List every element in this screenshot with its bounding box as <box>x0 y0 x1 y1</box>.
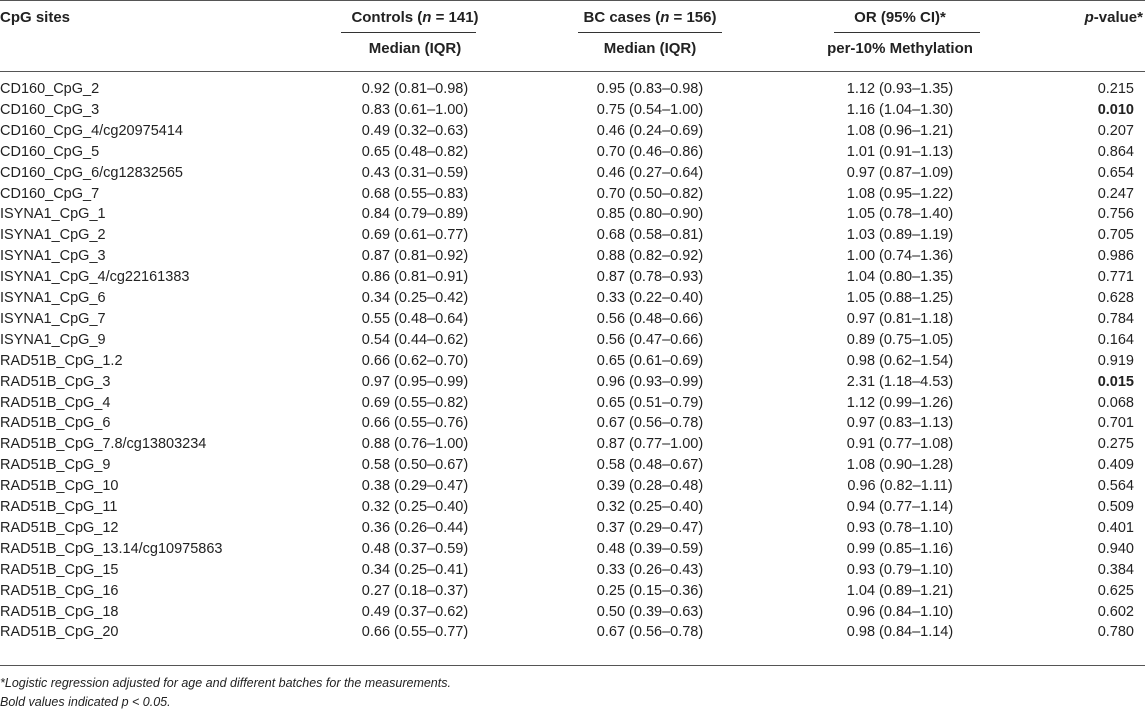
cell-controls-median: 0.48 (0.37–0.59) <box>361 540 469 557</box>
table-row <box>0 413 1145 434</box>
header-controls-n: n <box>422 9 432 26</box>
cell-cpg-site: RAD51B_CpG_6 <box>0 415 111 432</box>
cell-odds-ratio: 0.91 (0.77–1.08) <box>846 436 954 453</box>
cell-cases-median: 0.56 (0.48–0.66) <box>596 310 704 327</box>
table-row <box>0 204 1145 225</box>
table-row <box>0 622 1145 643</box>
cell-p-value: 0.701 <box>1097 415 1134 432</box>
cell-p-value: 0.654 <box>1097 164 1134 181</box>
cell-odds-ratio: 0.93 (0.78–1.10) <box>846 519 954 536</box>
cell-controls-median: 0.55 (0.48–0.64) <box>361 310 469 327</box>
table-row <box>0 351 1145 372</box>
cell-cpg-site: RAD51B_CpG_18 <box>0 603 119 620</box>
cell-cases-median: 0.88 (0.82–0.92) <box>596 248 704 265</box>
cell-p-value: 0.068 <box>1097 394 1134 411</box>
cell-cases-median: 0.39 (0.28–0.48) <box>596 478 704 495</box>
header-cases-n: n <box>660 9 670 26</box>
table-row <box>0 476 1145 497</box>
cell-odds-ratio: 1.04 (0.89–1.21) <box>846 582 954 599</box>
table-row <box>0 518 1145 539</box>
cell-odds-ratio: 1.03 (0.89–1.19) <box>846 227 954 244</box>
cell-odds-ratio: 1.05 (0.88–1.25) <box>846 290 954 306</box>
table-bottom-rule <box>0 665 1145 666</box>
table-row <box>0 163 1145 184</box>
table-row <box>0 560 1145 581</box>
table-row <box>0 393 1145 414</box>
cell-cases-median: 0.32 (0.25–0.40) <box>596 499 704 515</box>
cell-cpg-site: CD160_CpG_4/cg20975414 <box>0 122 183 139</box>
cell-controls-median: 0.84 (0.79–0.89) <box>361 206 469 223</box>
header-p-value <box>1085 9 1143 26</box>
table-top-rule <box>0 0 1145 1</box>
cell-odds-ratio: 0.99 (0.85–1.16) <box>846 540 954 557</box>
cell-p-value: 0.864 <box>1097 143 1134 160</box>
cell-odds-ratio: 1.04 (0.80–1.35) <box>846 269 954 286</box>
header-cases <box>520 9 780 26</box>
cell-odds-ratio: 0.94 (0.77–1.14) <box>846 499 954 515</box>
cell-p-value: 0.986 <box>1097 248 1134 265</box>
cell-p-value: 0.164 <box>1097 331 1134 348</box>
cases-underline <box>578 32 722 33</box>
cell-cpg-site: CD160_CpG_6/cg12832565 <box>0 164 183 181</box>
table-row <box>0 309 1145 330</box>
cell-p-value: 0.564 <box>1097 478 1134 495</box>
cell-odds-ratio: 1.16 (1.04–1.30) <box>846 101 954 118</box>
cell-cases-median: 0.87 (0.77–1.00) <box>596 436 704 453</box>
cell-cpg-site: CD160_CpG_7 <box>0 185 100 202</box>
cell-controls-median: 0.97 (0.95–0.99) <box>361 373 469 390</box>
cell-cases-median: 0.65 (0.51–0.79) <box>596 394 704 411</box>
cell-odds-ratio: 1.08 (0.90–1.28) <box>846 457 954 474</box>
cell-cpg-site: ISYNA1_CpG_3 <box>0 248 106 265</box>
cell-cpg-site: RAD51B_CpG_4 <box>0 394 111 411</box>
table-row <box>0 372 1145 393</box>
table-row <box>0 539 1145 560</box>
header-controls-label: Controls ( <box>351 9 423 26</box>
table-row <box>0 121 1145 142</box>
table-row <box>0 602 1145 623</box>
header-controls <box>300 9 530 26</box>
cell-controls-median: 0.87 (0.81–0.92) <box>361 248 469 265</box>
table-row <box>0 246 1145 267</box>
cell-cases-median: 0.50 (0.39–0.63) <box>596 603 704 620</box>
cell-cases-median: 0.48 (0.39–0.59) <box>596 540 704 557</box>
cell-p-value: 0.215 <box>1097 81 1134 97</box>
cell-odds-ratio: 0.98 (0.62–1.54) <box>846 352 954 369</box>
cell-cases-median: 0.85 (0.80–0.90) <box>596 206 704 223</box>
cell-odds-ratio: 1.05 (0.78–1.40) <box>846 206 954 223</box>
cell-odds-ratio: 1.12 (0.99–1.26) <box>846 394 954 411</box>
cell-controls-median: 0.86 (0.81–0.91) <box>361 269 469 286</box>
header-p-italic: p <box>1084 9 1094 26</box>
header-or: OR (95% CI)* <box>854 9 946 26</box>
cell-odds-ratio: 1.08 (0.96–1.21) <box>846 122 954 139</box>
cell-p-value: 0.602 <box>1097 603 1134 620</box>
cell-cases-median: 0.96 (0.93–0.99) <box>596 373 704 390</box>
cell-p-value: 0.509 <box>1097 499 1134 515</box>
table-row <box>0 225 1145 246</box>
cell-controls-median: 0.54 (0.44–0.62) <box>361 331 469 348</box>
header-cpg-sites: CpG sites <box>0 9 71 26</box>
cell-controls-median: 0.66 (0.55–0.77) <box>361 624 469 641</box>
cell-cases-median: 0.56 (0.47–0.66) <box>596 331 704 348</box>
cell-cpg-site: ISYNA1_CpG_7 <box>0 310 106 327</box>
footnote-bold: Bold values indicated p < 0.05. <box>0 695 171 709</box>
cell-cases-median: 0.67 (0.56–0.78) <box>596 624 704 641</box>
cell-cases-median: 0.46 (0.24–0.69) <box>596 122 704 139</box>
cell-odds-ratio: 1.12 (0.93–1.35) <box>846 81 954 97</box>
cell-cases-median: 0.68 (0.58–0.81) <box>596 227 704 244</box>
header-cases-label: BC cases ( <box>583 9 661 26</box>
cell-p-value: 0.784 <box>1097 310 1134 327</box>
cell-cases-median: 0.95 (0.83–0.98) <box>596 81 704 97</box>
cell-cases-median: 0.58 (0.48–0.67) <box>596 457 704 474</box>
cell-odds-ratio: 0.97 (0.87–1.09) <box>846 164 954 181</box>
cell-controls-median: 0.49 (0.37–0.62) <box>361 603 469 620</box>
cell-cpg-site: CD160_CpG_5 <box>0 143 100 160</box>
cell-odds-ratio: 1.01 (0.91–1.13) <box>846 143 954 160</box>
cell-p-value: 0.919 <box>1097 352 1134 369</box>
cell-p-value: 0.247 <box>1097 185 1134 202</box>
cell-controls-median: 0.69 (0.55–0.82) <box>361 394 469 411</box>
cell-p-value: 0.015 <box>1097 373 1134 390</box>
subheader-controls: Median (IQR) <box>368 40 462 57</box>
cell-odds-ratio: 0.98 (0.84–1.14) <box>846 624 954 641</box>
table-row <box>0 434 1145 455</box>
cell-controls-median: 0.65 (0.48–0.82) <box>361 143 469 160</box>
cell-p-value: 0.384 <box>1097 561 1134 578</box>
cell-controls-median: 0.43 (0.31–0.59) <box>361 164 469 181</box>
cell-controls-median: 0.34 (0.25–0.41) <box>361 561 469 578</box>
cell-p-value: 0.780 <box>1097 624 1134 641</box>
cell-controls-median: 0.36 (0.26–0.44) <box>361 519 469 536</box>
header-bottom-rule <box>0 71 1145 72</box>
cell-cases-median: 0.70 (0.50–0.82) <box>596 185 704 202</box>
cell-controls-median: 0.58 (0.50–0.67) <box>361 457 469 474</box>
cell-p-value: 0.010 <box>1097 101 1134 118</box>
cell-controls-median: 0.34 (0.25–0.42) <box>361 290 469 306</box>
table-row <box>0 79 1145 100</box>
cell-cpg-site: ISYNA1_CpG_9 <box>0 331 106 348</box>
table-row <box>0 142 1145 163</box>
cell-cpg-site: CD160_CpG_2 <box>0 81 100 97</box>
cell-cpg-site: RAD51B_CpG_20 <box>0 624 119 641</box>
table-row <box>0 100 1145 121</box>
cell-p-value: 0.940 <box>1097 540 1134 557</box>
cell-cpg-site: ISYNA1_CpG_6 <box>0 290 106 306</box>
cell-cpg-site: RAD51B_CpG_13.14/cg10975863 <box>0 540 223 557</box>
subheader-or: per-10% Methylation <box>827 40 973 57</box>
cell-cpg-site: RAD51B_CpG_10 <box>0 478 119 495</box>
cell-cpg-site: RAD51B_CpG_16 <box>0 582 119 599</box>
cell-controls-median: 0.69 (0.61–0.77) <box>361 227 469 244</box>
cell-cpg-site: RAD51B_CpG_1.2 <box>0 352 123 369</box>
cell-cases-median: 0.46 (0.27–0.64) <box>596 164 704 181</box>
cell-cpg-site: RAD51B_CpG_3 <box>0 373 111 390</box>
cell-cases-median: 0.70 (0.46–0.86) <box>596 143 704 160</box>
cell-controls-median: 0.68 (0.55–0.83) <box>361 185 469 202</box>
cell-p-value: 0.207 <box>1097 122 1134 139</box>
cell-odds-ratio: 0.93 (0.79–1.10) <box>846 561 954 578</box>
cell-p-value: 0.409 <box>1097 457 1134 474</box>
cell-cases-median: 0.87 (0.78–0.93) <box>596 269 704 286</box>
cell-controls-median: 0.66 (0.55–0.76) <box>361 415 469 432</box>
table-row <box>0 184 1145 205</box>
cell-cpg-site: RAD51B_CpG_9 <box>0 457 111 474</box>
table-row <box>0 455 1145 476</box>
cell-cpg-site: ISYNA1_CpG_1 <box>0 206 106 223</box>
cell-cpg-site: ISYNA1_CpG_4/cg22161383 <box>0 269 190 286</box>
cell-p-value: 0.625 <box>1097 582 1134 599</box>
or-underline <box>834 32 980 33</box>
cell-cases-median: 0.75 (0.54–1.00) <box>596 101 704 118</box>
cell-odds-ratio: 0.97 (0.81–1.18) <box>846 310 954 327</box>
cell-controls-median: 0.49 (0.32–0.63) <box>361 122 469 139</box>
cell-controls-median: 0.88 (0.76–1.00) <box>361 436 469 453</box>
cell-controls-median: 0.66 (0.62–0.70) <box>361 352 469 369</box>
cell-controls-median: 0.32 (0.25–0.40) <box>361 499 469 515</box>
cell-odds-ratio: 0.96 (0.82–1.11) <box>847 478 953 495</box>
cell-p-value: 0.771 <box>1097 269 1134 286</box>
table-row <box>0 267 1145 288</box>
header-controls-count: = 141) <box>431 9 479 26</box>
cell-p-value: 0.756 <box>1097 206 1134 223</box>
cell-cases-median: 0.65 (0.61–0.69) <box>596 352 704 369</box>
cell-p-value: 0.275 <box>1097 436 1134 453</box>
cell-odds-ratio: 0.89 (0.75–1.05) <box>846 331 954 348</box>
table-row <box>0 288 1145 309</box>
controls-underline <box>341 32 476 33</box>
cell-cpg-site: RAD51B_CpG_15 <box>0 561 119 578</box>
table-row <box>0 497 1145 518</box>
footnote-logistic: *Logistic regression adjusted for age and different batches for the measurements. <box>0 676 451 690</box>
cell-cases-median: 0.67 (0.56–0.78) <box>596 415 704 432</box>
header-p-rest: -value* <box>1093 9 1143 26</box>
cell-p-value: 0.705 <box>1097 227 1134 244</box>
cell-cpg-site: ISYNA1_CpG_2 <box>0 227 106 244</box>
cell-controls-median: 0.83 (0.61–1.00) <box>361 101 469 118</box>
cell-cases-median: 0.33 (0.22–0.40) <box>596 290 704 306</box>
cell-cpg-site: RAD51B_CpG_12 <box>0 519 119 536</box>
cell-p-value: 0.401 <box>1097 519 1134 536</box>
cell-odds-ratio: 0.96 (0.84–1.10) <box>846 603 954 620</box>
cell-cpg-site: RAD51B_CpG_11 <box>0 499 118 515</box>
cell-cases-median: 0.25 (0.15–0.36) <box>596 582 704 599</box>
cell-controls-median: 0.38 (0.29–0.47) <box>361 478 469 495</box>
table-row <box>0 581 1145 602</box>
cell-odds-ratio: 0.97 (0.83–1.13) <box>846 415 954 432</box>
cell-odds-ratio: 1.00 (0.74–1.36) <box>846 248 954 265</box>
cell-controls-median: 0.92 (0.81–0.98) <box>361 81 469 97</box>
cell-controls-median: 0.27 (0.18–0.37) <box>361 582 469 599</box>
cell-cases-median: 0.37 (0.29–0.47) <box>596 519 704 536</box>
cell-p-value: 0.628 <box>1097 290 1134 306</box>
cell-cpg-site: RAD51B_CpG_7.8/cg13803234 <box>0 436 207 453</box>
cell-odds-ratio: 2.31 (1.18–4.53) <box>846 373 954 390</box>
subheader-cases: Median (IQR) <box>603 40 697 57</box>
cell-cpg-site: CD160_CpG_3 <box>0 101 100 118</box>
table-row <box>0 330 1145 351</box>
cell-cases-median: 0.33 (0.26–0.43) <box>596 561 704 578</box>
cell-odds-ratio: 1.08 (0.95–1.22) <box>846 185 954 202</box>
header-cases-count: = 156) <box>669 9 717 26</box>
